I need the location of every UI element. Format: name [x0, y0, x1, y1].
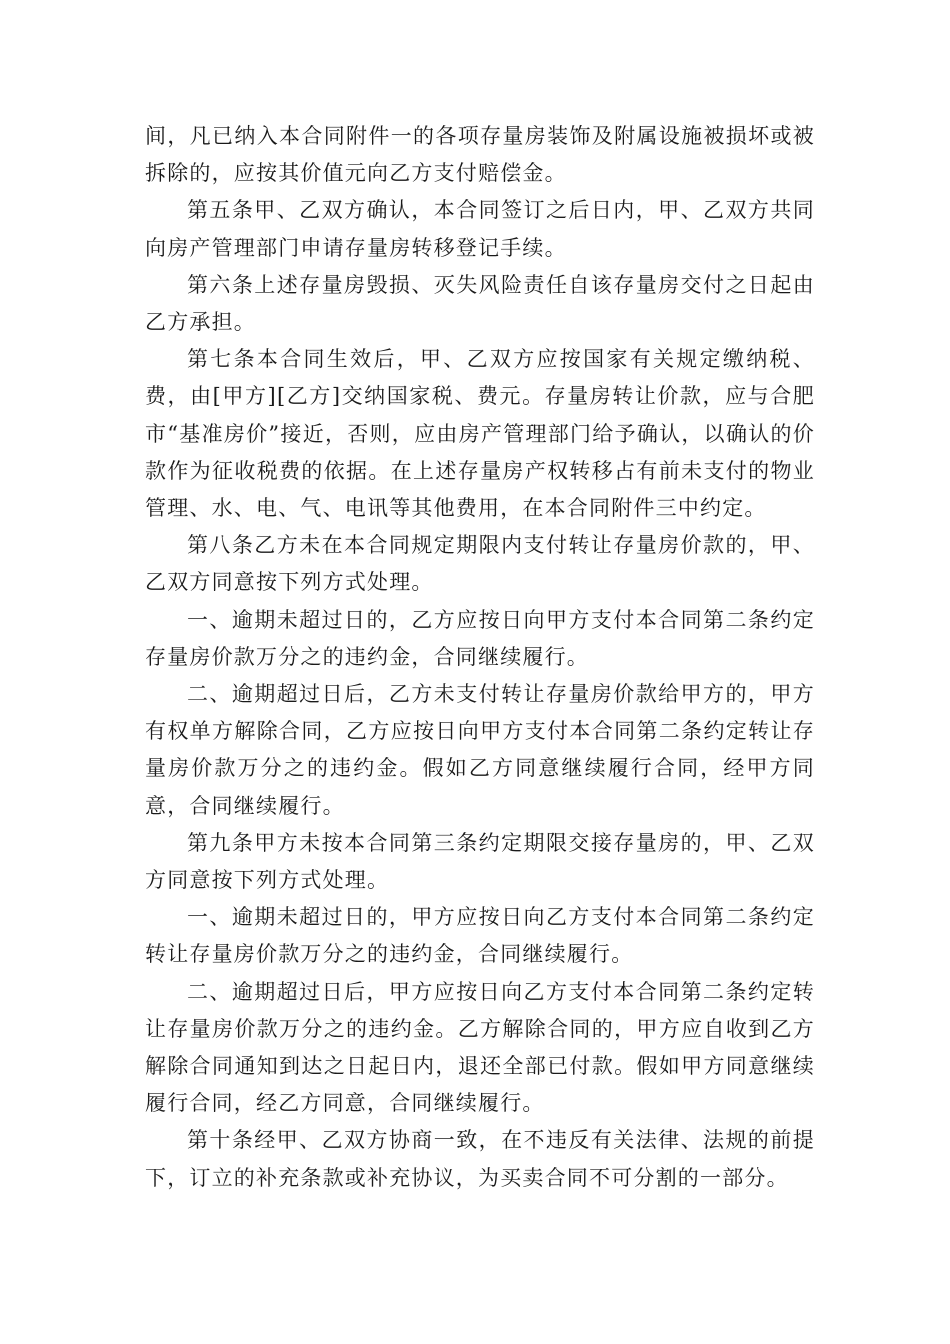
paragraph-article-9-item-1: 一、逾期未超过日的，甲方应按日向乙方支付本合同第二条约定转让存量房价款万分之的违约金，合同继续履行。 — [145, 905, 815, 967]
paragraph-article-9-item-2: 二、逾期超过日后，甲方应按日向乙方支付本合同第二条约定转让存量房价款万分之的违约金。乙方解除合同的，甲方应自收到乙方解除合同通知到达之日起日内，退还全部已付款。假如甲方同意继续履行合同，经乙方同意，合同继续履行。 — [145, 979, 815, 1116]
paragraph-article-5: 第五条甲、乙双方确认，本合同签订之后日内，甲、乙双方共同向房产管理部门申请存量房转移登记手续。 — [145, 198, 815, 260]
paragraph-article-10: 第十条经甲、乙双方协商一致，在不违反有关法律、法规的前提下，订立的补充条款或补充协议，为买卖合同不可分割的一部分。 — [145, 1128, 815, 1190]
paragraph-article-8: 第八条乙方未在本合同规定期限内支付转让存量房价款的，甲、乙双方同意按下列方式处理。 — [145, 533, 815, 595]
document-body — [145, 118, 815, 1197]
paragraph-article-9: 第九条甲方未按本合同第三条约定期限交接存量房的，甲、乙双方同意按下列方式处理。 — [145, 830, 815, 893]
paragraph-article-6: 第六条上述存量房毁损、灭失风险责任自该存量房交付之日起由乙方承担。 — [145, 272, 815, 335]
paragraph-article-7: 第七条本合同生效后，甲、乙双方应按国家有关规定缴纳税、费，由[甲方][乙方]交纳国家税、费元。存量房转让价款，应与合肥市“基准房价”接近，否则，应由房产管理部门给予确认，以确认的价款作为征收税费的依据。在上述存量房产权转移占有前未支付的物业管理、水、电、气、电讯等其他费用，在本合同附件三中约定。 — [145, 347, 815, 521]
paragraph-article-8-item-1: 一、逾期未超过日的，乙方应按日向甲方支付本合同第二条约定存量房价款万分之的违约金，合同继续履行。 — [145, 607, 815, 669]
paragraph-article-8-item-2: 二、逾期超过日后，乙方未支付转让存量房价款给甲方的，甲方有权单方解除合同，乙方应按日向甲方支付本合同第二条约定转让存量房价款万分之的违约金。假如乙方同意继续履行合同，经甲方同意，合同继续履行。 — [145, 682, 815, 818]
paragraph-continuation: 间，凡已纳入本合同附件一的各项存量房装饰及附属设施被损坏或被拆除的，应按其价值元向乙方支付赔偿金。 — [145, 124, 815, 186]
